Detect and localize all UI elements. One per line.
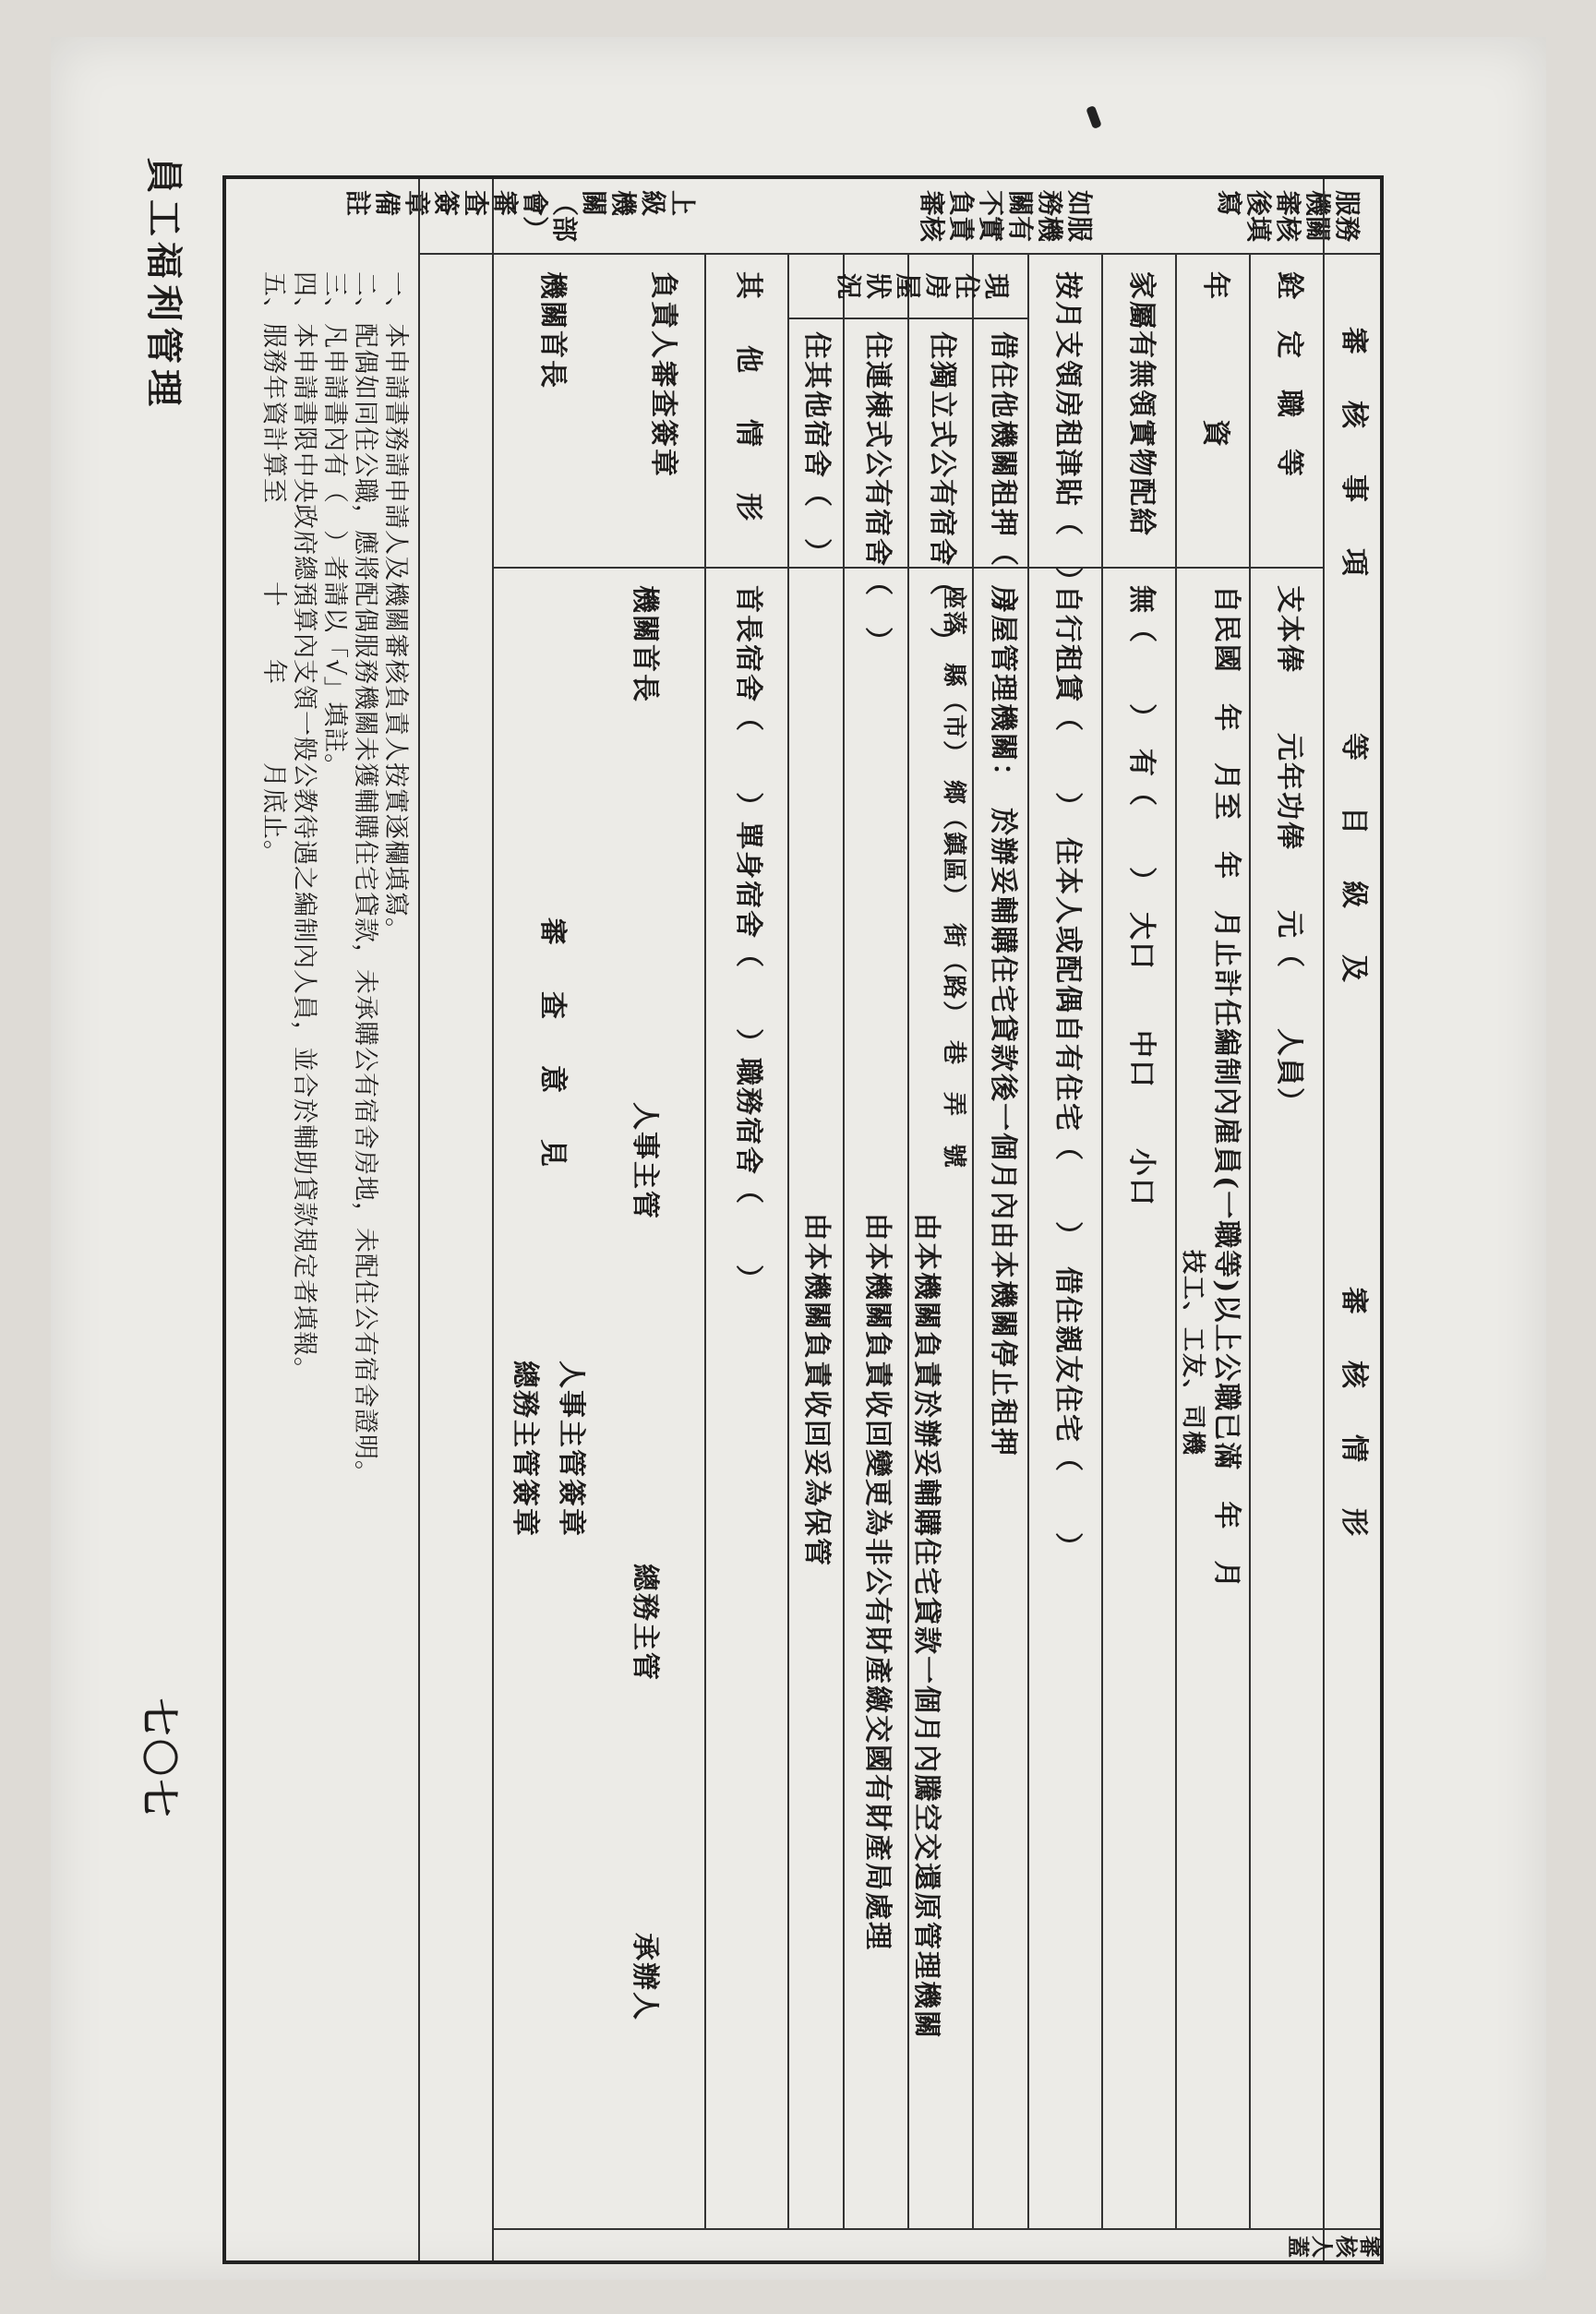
heading-service-review: 服務機關審核後填寫: [1214, 190, 1362, 243]
review-organ: 機關首長: [536, 271, 569, 390]
title-items: 審 核 事 項: [1338, 327, 1370, 585]
sign-head: 機關首長: [629, 585, 661, 703]
value-dorm: 由本機關負責於辦妥輔購住宅貸款一個月內騰空交還原管理機關: [910, 1213, 942, 2040]
label-other: 其 他 情 形: [732, 271, 764, 530]
label-housing: 現住房屋狀況: [834, 273, 1012, 300]
label-lease: 借住他機關租押（ ）: [987, 331, 1019, 627]
application-form: [222, 175, 1384, 2264]
value-lease: 房屋管理機關： 於辦妥輔購住宅貸款後一個月內由本機關停止租押: [987, 585, 1019, 1457]
value-other: 首長宿舍（ ）單身宿舍（ ）職務宿舍（ ）: [732, 585, 764, 1294]
value-connect: 由本機關負責收回變更為非公有財產繳交國有財產局處理: [861, 1213, 894, 1951]
sign-general: 總務主管: [629, 1564, 661, 1682]
value-other-dorm: 由本機關負責收回妥為保管: [800, 1213, 833, 1567]
note-1: 一、本申請書務請申請人及機關審核負責人按實逐欄填寫。: [381, 271, 410, 943]
heading-remarks: 備註: [342, 190, 402, 217]
label-years: 年 資: [1199, 271, 1231, 449]
value-years-extra: 技工、工友、司機: [1179, 1250, 1206, 1457]
label-rank: 銓 定 職 等: [1273, 271, 1305, 478]
label-dorm: 住獨立式公有宿舍（ ）: [926, 331, 958, 656]
value-dorm-address: 座落 縣（市） 鄉（鎮區） 街（路） 巷 弄 號: [940, 585, 967, 1170]
label-other-dorm: 住其他宿舍（ ）: [800, 331, 833, 568]
sign-handler: 承辦人: [629, 1933, 661, 2021]
value-rent: 自行租賃（ ） 住本人或配偶自有住宅（ ） 借住親友住宅（ ）: [1051, 585, 1084, 1562]
label-family: 家屬有無領實物配給: [1125, 271, 1158, 537]
note-5: 五、服務年資計算至 十 年 月底止。: [259, 271, 288, 866]
label-rent: 按月支領房租津貼（ ）: [1051, 271, 1084, 596]
value-rank: 支本俸 元年功俸 元（ 人員）: [1273, 585, 1305, 1117]
value-years: 自民國 年 月至 年 月止計任編制內雇員(一職等)以上公職已滿 年 月: [1210, 585, 1242, 1590]
page-header: 員工福利管理: [142, 157, 186, 412]
review-hr-sign: 人事主管簽章: [555, 1361, 587, 1538]
review-ga-sign: 總務主管簽章: [509, 1361, 541, 1538]
title-status: 審 核 情 形: [1338, 1287, 1370, 1545]
heading-superior-review: 上級機關（部會）審查簽章: [402, 190, 698, 243]
title-level: 等 目 級 及: [1338, 733, 1370, 991]
heading-false-report: 如服務機關有不實負責審核: [917, 190, 1095, 243]
title-seal: 審核人蓋: [1285, 2236, 1384, 2260]
note-3: 三、凡申請書內有（ ）者請以「√」填註。: [320, 271, 349, 780]
label-connect: 住連棟式公有宿舍（ ）: [861, 331, 894, 656]
review-opinion: 審 查 意 見: [536, 917, 569, 1176]
value-family: 無（ ） 有（ ） 大口 中口 小口: [1125, 585, 1158, 1207]
label-responsible: 負責人審查簽章: [647, 271, 679, 478]
note-4: 四、本申請書限中央政府總預算內支領一般公教待遇之編制內人員，並合於輔助貸款規定者填報。: [290, 271, 318, 1383]
page-number: 七〇七: [138, 1698, 181, 1820]
sign-personnel: 人事主管: [629, 1102, 661, 1220]
note-2: 二、配偶如同住公職，應將配偶服務機關未獲輔購住宅貸款，未承購公有宿舍房地，未配住公有宿舍證明。: [351, 271, 379, 1486]
